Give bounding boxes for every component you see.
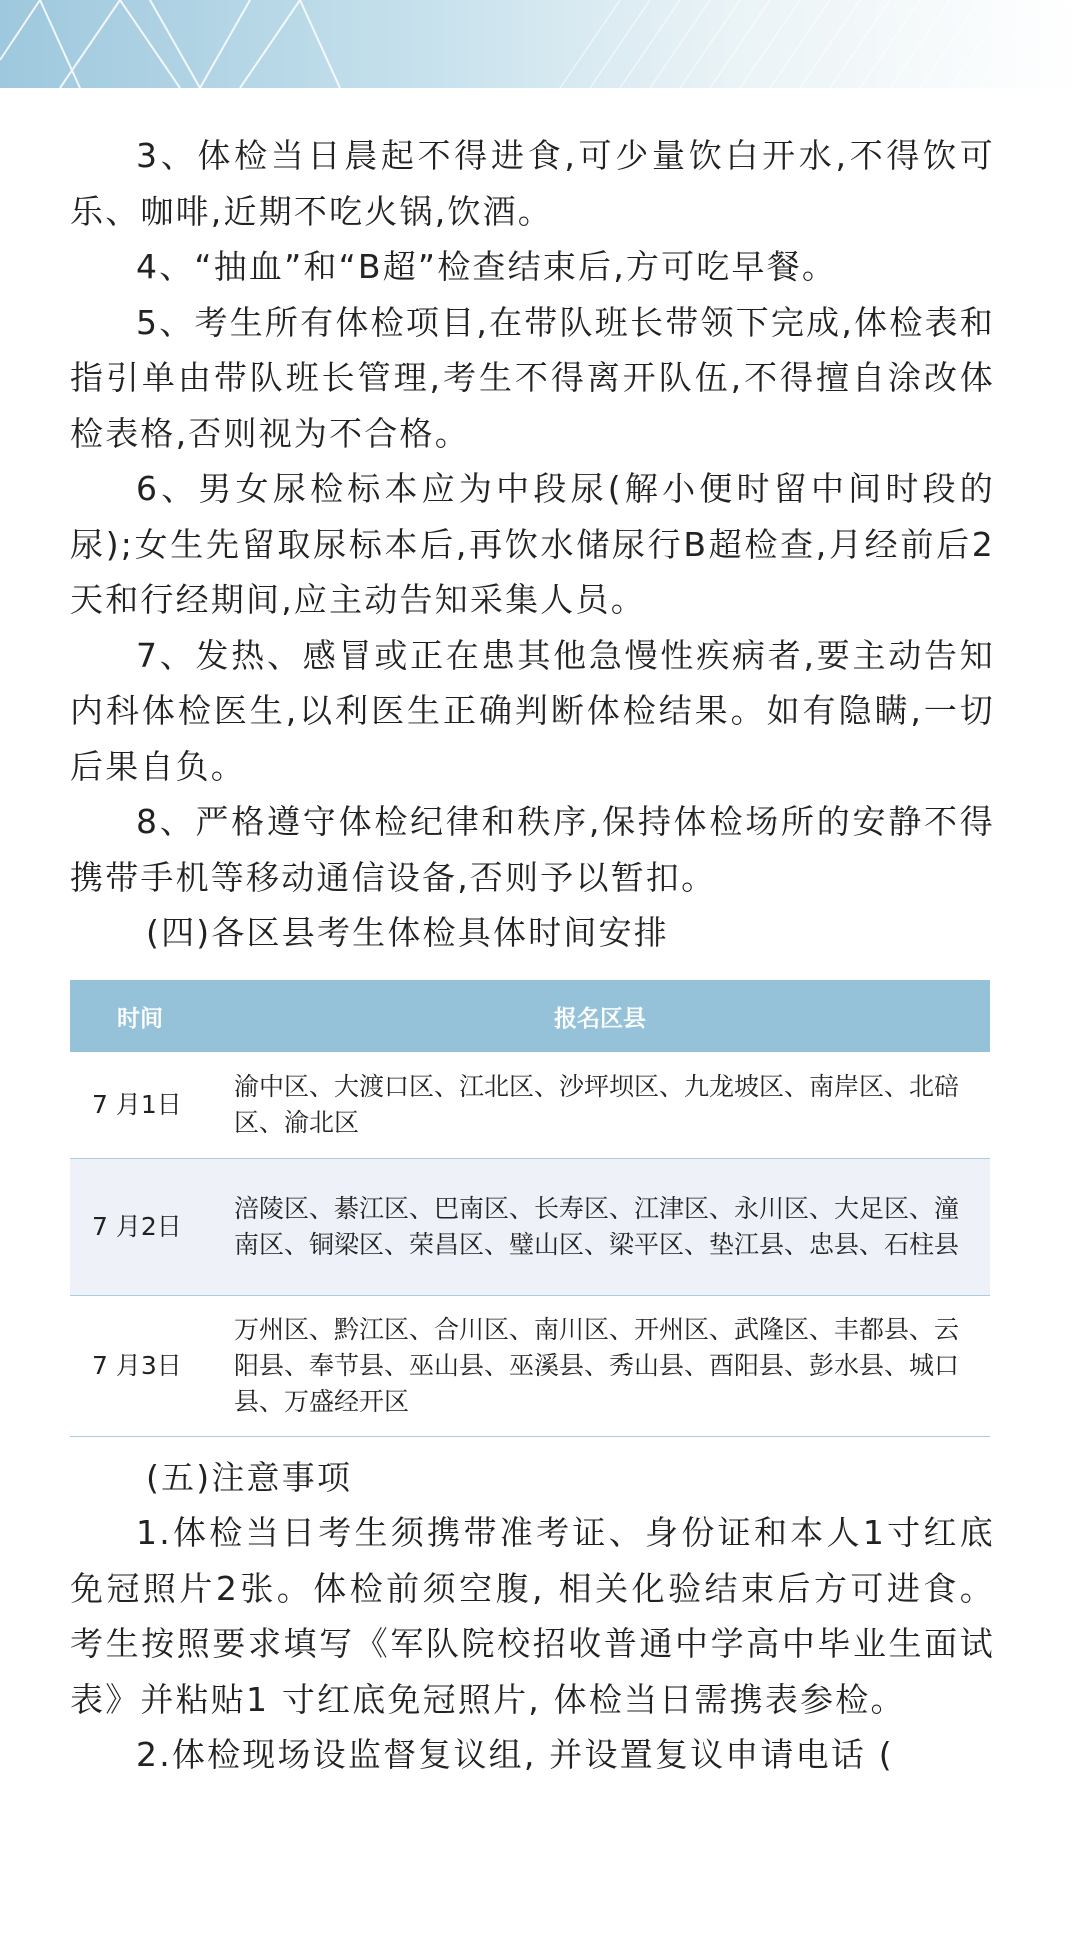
notice-content-bottom xyxy=(70,1450,995,1783)
table-row xyxy=(70,1159,990,1296)
notice-item-7: 7、发热、感冒或正在患其他急慢性疾病者,要主动告知内科体检医生,以利医生正确判断体检结果。如有隐瞒,一切后果自负。 xyxy=(70,635,995,786)
table-header-areas: 报名区县 xyxy=(210,980,990,1052)
notice-item-4: 4、“抽血”和“B超”检查结束后,方可吃早餐。 xyxy=(136,247,838,286)
attention-item-1: 1.体检当日考生须携带准考证、身份证和本人1寸红底免冠照片2张。体检前须空腹, 相关化验结束后方可进食。考生按照要求填写《军队院校招收普通中学高中毕业生面试表》并粘贴1 寸红底免冠照片, 体检当日需携表参检。 xyxy=(70,1513,995,1719)
attention-item-2: 2.体检现场设监督复议组, 并设置复议申请电话 ( xyxy=(136,1735,894,1774)
header-banner xyxy=(0,0,1080,88)
banner-pattern xyxy=(0,0,1080,88)
table-row xyxy=(70,1296,990,1437)
notice-item-5: 5、考生所有体检项目,在带队班长带领下完成,体检表和指引单由带队班长管理,考生不得离开队伍,不得擅自涂改体检表格,否则视为不合格。 xyxy=(70,302,995,453)
notice-item-6: 6、男女尿检标本应为中段尿(解小便时留中间时段的尿);女生先留取尿标本后,再饮水储尿行B超检查,月经前后2天和行经期间,应主动告知采集人员。 xyxy=(70,469,995,619)
schedule-table xyxy=(70,980,990,1437)
table-header-time: 时间 xyxy=(70,980,210,1052)
table-cell-areas: 渝中区、大渡口区、江北区、沙坪坝区、九龙坡区、南岸区、北碚区、渝北区 xyxy=(210,1052,990,1159)
section-5-title: (五)注意事项 xyxy=(146,1458,353,1497)
table-cell-areas: 涪陵区、綦江区、巴南区、长寿区、江津区、永川区、大足区、潼南区、铜梁区、荣昌区、璧山区、梁平区、垫江县、忠县、石柱县 xyxy=(210,1159,990,1296)
table-row xyxy=(70,1052,990,1159)
table-cell-date: 7 月2日 xyxy=(70,1159,210,1296)
section-4-title: (四)各区县考生体检具体时间安排 xyxy=(146,913,669,952)
table-cell-date: 7 月1日 xyxy=(70,1052,210,1159)
table-cell-areas: 万州区、黔江区、合川区、南川区、开州区、武隆区、丰都县、云阳县、奉节县、巫山县、巫溪县、秀山县、酉阳县、彭水县、城口县、万盛经开区 xyxy=(210,1296,990,1437)
table-cell-date: 7 月3日 xyxy=(70,1296,210,1437)
notice-item-3: 3、体检当日晨起不得进食,可少量饮白开水,不得饮可乐、咖啡,近期不吃火锅,饮酒。 xyxy=(70,136,995,231)
table-header-row xyxy=(70,980,990,1052)
notice-content-top xyxy=(70,128,995,960)
notice-item-8: 8、严格遵守体检纪律和秩序,保持体检场所的安静不得携带手机等移动通信设备,否则予以暂扣。 xyxy=(70,802,995,897)
